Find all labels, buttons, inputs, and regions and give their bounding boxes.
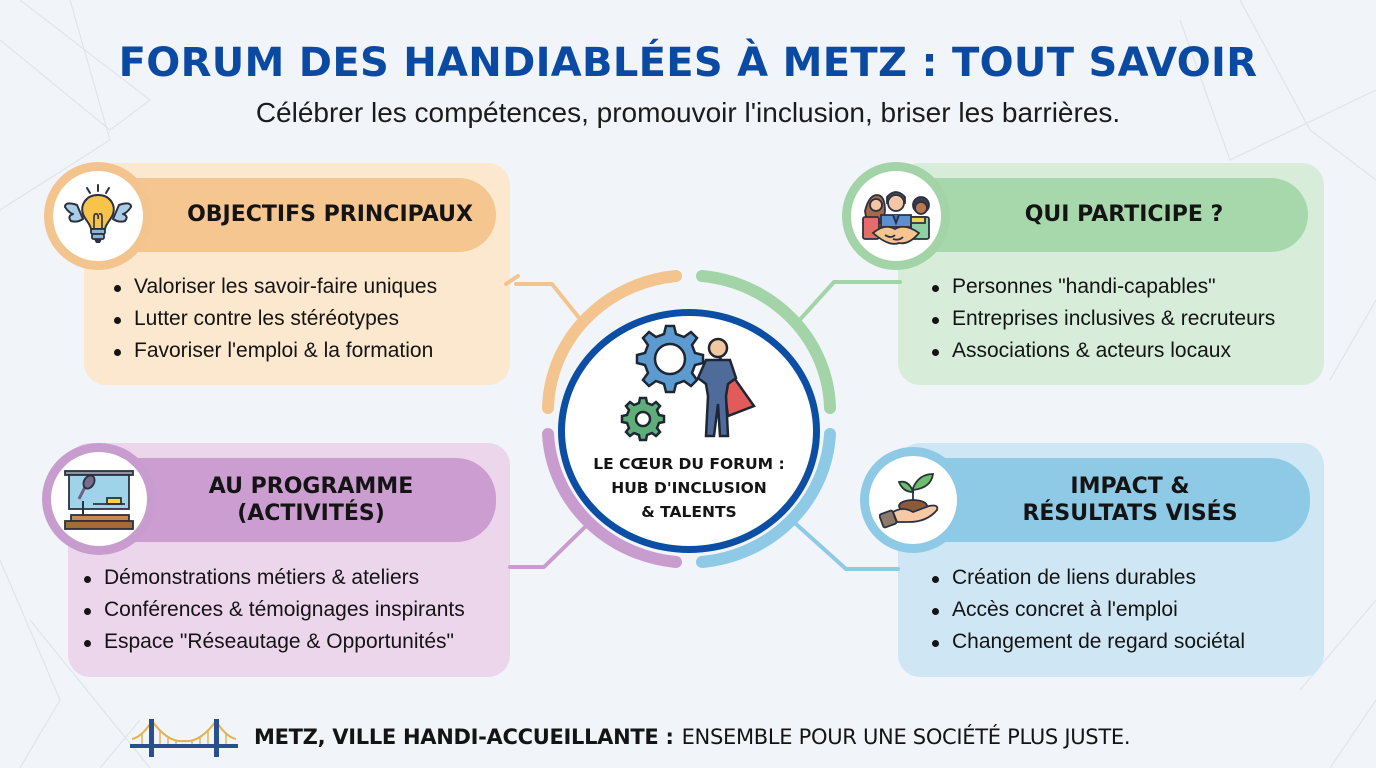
hand-holding-sprout-icon (879, 470, 947, 530)
card-participants-title: QUI PARTICIPE ? (1024, 202, 1224, 228)
page-title: FORUM DES HANDIABLÉES À METZ : TOUT SAVOIR (118, 40, 1258, 86)
card-programme-list (82, 562, 465, 658)
hub-label-line2: HUB D'INCLUSION (611, 479, 767, 497)
card-objectifs-icon-circle (44, 162, 152, 270)
list-item: Valoriser les savoir-faire uniques (112, 271, 437, 303)
list-item: Lutter contre les stéréotypes (112, 303, 437, 335)
list-item: Accès concret à l'emploi (930, 594, 1245, 626)
card-programme-icon-circle (42, 443, 156, 555)
card-impact-title-line2: RÉSULTATS VISÉS (1022, 501, 1238, 526)
card-impact-icon-circle (860, 447, 966, 553)
team-handshake-icon (859, 183, 933, 249)
footer-text: ENSEMBLE POUR UNE SOCIÉTÉ PLUS JUSTE. (681, 725, 1131, 749)
list-item: Création de liens durables (930, 562, 1245, 594)
list-item: Démonstrations métiers & ateliers (82, 562, 465, 594)
card-programme-title-line2: (ACTIVITÉS) (237, 501, 385, 526)
hub-label-line3: & TALENTS (641, 503, 737, 521)
card-objectifs-header (120, 178, 496, 252)
card-participants-icon-circle (842, 162, 950, 270)
card-programme-title-line1: AU PROGRAMME (208, 473, 414, 499)
list-item: Entreprises inclusives & recruteurs (930, 303, 1275, 335)
card-impact-title-line1: IMPACT & (1070, 473, 1190, 499)
page-subtitle: Célébrer les compétences, promouvoir l'inclusion, briser les barrières. (255, 97, 1121, 128)
footer-bold-text: METZ, VILLE HANDI-ACCUEILLANTE : (254, 725, 674, 749)
card-objectifs-list (112, 271, 437, 367)
suspension-bridge-icon (130, 717, 238, 757)
list-item: Favoriser l'emploi & la formation (112, 335, 437, 367)
presentation-stage-microphone-icon (63, 467, 135, 531)
card-impact-list (930, 562, 1245, 658)
card-impact-header (920, 458, 1310, 542)
winged-lightbulb-icon (63, 183, 133, 249)
list-item: Conférences & témoignages inspirants (82, 594, 465, 626)
hub-center-label (560, 452, 818, 524)
list-item: Changement de regard sociétal (930, 626, 1245, 658)
card-objectifs-title: OBJECTIFS PRINCIPAUX (187, 202, 473, 228)
card-programme-header (96, 458, 496, 542)
list-item: Personnes "handi-capables" (930, 271, 1275, 303)
list-item: Associations & acteurs locaux (930, 335, 1275, 367)
gears-superhero-icon (616, 320, 776, 446)
card-participants-list (930, 271, 1275, 367)
card-participants-header (910, 178, 1308, 252)
footer-banner (130, 712, 1130, 762)
list-item: Espace "Réseautage & Opportunités" (82, 626, 465, 658)
hub-label-line1: LE CŒUR DU FORUM : (593, 455, 785, 473)
